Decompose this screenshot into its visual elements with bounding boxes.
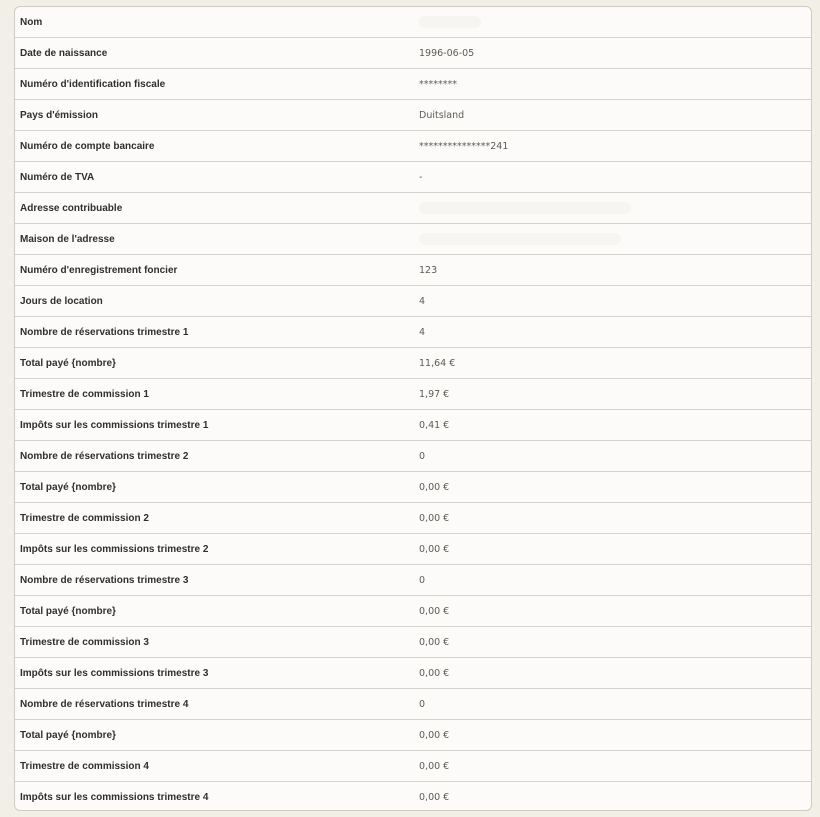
row-label: Impôts sur les commissions trimestre 3	[20, 667, 209, 679]
table-row	[15, 441, 811, 472]
row-value: 0,00 €	[419, 512, 450, 524]
table-row	[15, 534, 811, 565]
row-label: Numéro de compte bancaire	[20, 140, 155, 152]
table-row	[15, 565, 811, 596]
table-row	[15, 627, 811, 658]
row-value: 11,64 €	[419, 357, 456, 369]
row-label: Trimestre de commission 3	[20, 636, 149, 648]
table-row	[15, 503, 811, 534]
table-row	[15, 689, 811, 720]
row-value: 0	[419, 698, 426, 710]
row-label: Trimestre de commission 4	[20, 760, 149, 772]
row-label: Impôts sur les commissions trimestre 1	[20, 419, 209, 431]
table-row	[15, 782, 811, 811]
table-row	[15, 596, 811, 627]
row-value: ********	[419, 78, 457, 90]
table-row	[15, 162, 811, 193]
table-row	[15, 751, 811, 782]
table-row	[15, 472, 811, 503]
row-value: 0,00 €	[419, 481, 450, 493]
row-label: Nom	[20, 16, 43, 28]
row-value: 0	[419, 574, 426, 586]
row-value: 1996-06-05	[419, 47, 475, 59]
row-label: Numéro d'identification fiscale	[20, 78, 166, 90]
row-label: Total payé {nombre}	[20, 729, 116, 741]
row-label: Numéro d'enregistrement foncier	[20, 264, 178, 276]
row-label: Trimestre de commission 2	[20, 512, 149, 524]
row-label: Total payé {nombre}	[20, 605, 116, 617]
row-value	[419, 202, 811, 214]
row-label: Nombre de réservations trimestre 1	[20, 326, 189, 338]
row-label: Date de naissance	[20, 47, 108, 59]
row-value	[419, 233, 811, 245]
table-row	[15, 658, 811, 689]
row-label: Nombre de réservations trimestre 4	[20, 698, 189, 710]
table-row	[15, 410, 811, 441]
table-row	[15, 379, 811, 410]
table-row	[15, 131, 811, 162]
row-label: Total payé {nombre}	[20, 357, 116, 369]
row-value: 0,00 €	[419, 667, 450, 679]
row-value: 1,97 €	[419, 388, 450, 400]
row-label: Impôts sur les commissions trimestre 2	[20, 543, 209, 555]
redacted-value	[419, 233, 621, 245]
row-value: 0	[419, 450, 426, 462]
table-row	[15, 286, 811, 317]
row-value	[419, 16, 811, 28]
row-label: Pays d'émission	[20, 109, 98, 121]
details-table	[14, 6, 812, 811]
row-label: Jours de location	[20, 295, 103, 307]
row-value: 4	[419, 326, 426, 338]
table-row	[15, 224, 811, 255]
table-row	[15, 348, 811, 379]
table-row	[15, 720, 811, 751]
row-label: Nombre de réservations trimestre 3	[20, 574, 189, 586]
table-row	[15, 255, 811, 286]
row-label: Adresse contribuable	[20, 202, 123, 214]
row-value: 0,00 €	[419, 636, 450, 648]
row-label: Nombre de réservations trimestre 2	[20, 450, 189, 462]
table-row	[15, 193, 811, 224]
row-value: 0,41 €	[419, 419, 450, 431]
row-label: Maison de l'adresse	[20, 233, 115, 245]
row-value: 0,00 €	[419, 729, 450, 741]
row-label: Trimestre de commission 1	[20, 388, 149, 400]
row-value: 0,00 €	[419, 760, 450, 772]
row-value: 123	[419, 264, 438, 276]
table-row	[15, 38, 811, 69]
row-label: Numéro de TVA	[20, 171, 95, 183]
row-value: 0,00 €	[419, 792, 450, 803]
row-value: 4	[419, 295, 426, 307]
row-value: 0,00 €	[419, 605, 450, 617]
row-value: ***************241	[419, 140, 509, 152]
row-value: Duitsland	[419, 109, 465, 121]
table-row	[15, 7, 811, 38]
row-value: 0,00 €	[419, 543, 450, 555]
row-value: -	[419, 171, 423, 183]
table-row	[15, 100, 811, 131]
redacted-value	[419, 202, 631, 214]
row-label: Impôts sur les commissions trimestre 4	[20, 792, 209, 803]
table-row	[15, 317, 811, 348]
table-row	[15, 69, 811, 100]
redacted-value	[419, 16, 481, 28]
row-label: Total payé {nombre}	[20, 481, 116, 493]
